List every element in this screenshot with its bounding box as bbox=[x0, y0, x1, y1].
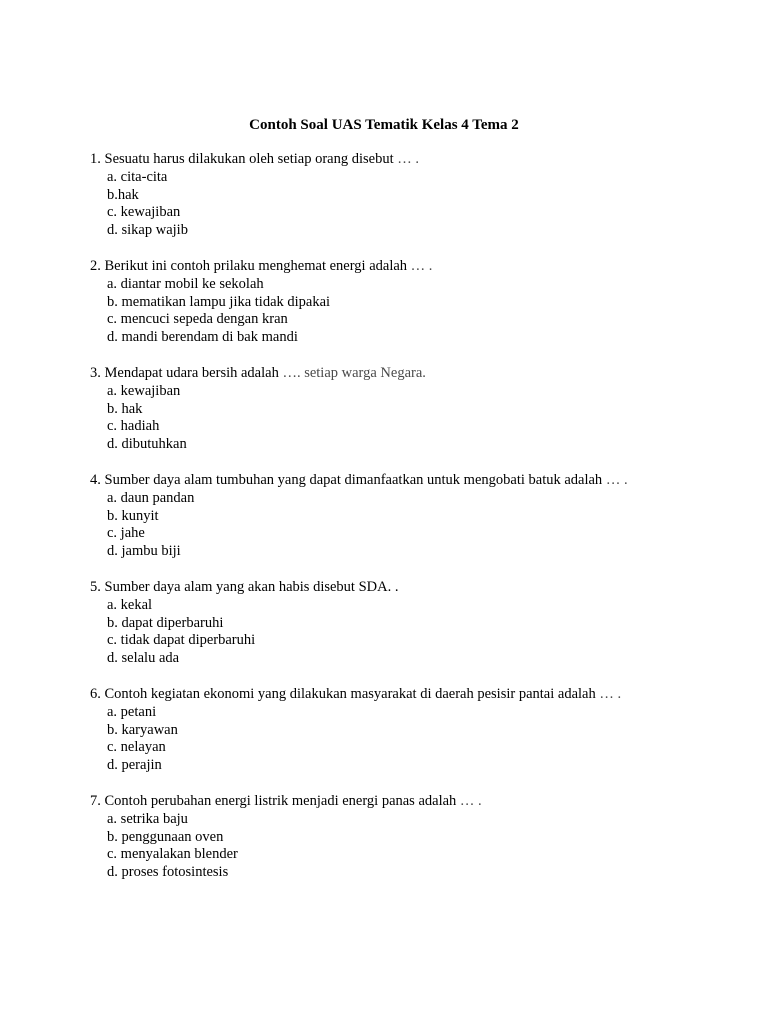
answer-option: a. cita-cita bbox=[107, 168, 168, 185]
document-title: Contoh Soal UAS Tematik Kelas 4 Tema 2 bbox=[249, 117, 519, 133]
answer-option: d. dibutuhkan bbox=[107, 436, 187, 453]
question-text bbox=[90, 472, 750, 490]
question-text bbox=[90, 258, 750, 276]
answer-option: c. mencuci sepeda dengan kran bbox=[107, 311, 288, 328]
question-6 bbox=[90, 686, 750, 775]
question-blank: …. setiap warga Negara. bbox=[278, 364, 426, 381]
question-text bbox=[90, 793, 750, 811]
answer-option: b. mematikan lampu jika tidak dipakai bbox=[107, 293, 331, 310]
answer-option: a. setrika baju bbox=[107, 810, 188, 827]
answer-option: c. kewajiban bbox=[107, 204, 181, 221]
question-text bbox=[90, 579, 750, 597]
question-stem: 7. Contoh perubahan energi listrik menjadi energi panas adalah bbox=[90, 792, 457, 809]
question-4 bbox=[90, 472, 750, 561]
answer-option: c. nelayan bbox=[107, 739, 166, 756]
answer-option: a. daun pandan bbox=[107, 489, 195, 506]
answer-option: a. diantar mobil ke sekolah bbox=[107, 275, 264, 292]
question-3 bbox=[90, 365, 750, 454]
answer-option: b. karyawan bbox=[107, 721, 178, 738]
question-stem: 5. Sumber daya alam yang akan habis disebut SDA. . bbox=[90, 578, 399, 595]
question-5 bbox=[90, 579, 750, 668]
answer-option: a. petani bbox=[107, 703, 157, 720]
question-blank: … . bbox=[456, 792, 482, 809]
question-stem: 3. Mendapat udara bersih adalah bbox=[90, 364, 279, 381]
question-text bbox=[90, 686, 750, 704]
answer-option: d. proses fotosintesis bbox=[107, 864, 229, 881]
question-stem: 6. Contoh kegiatan ekonomi yang dilakukan masyarakat di daerah pesisir pantai adalah bbox=[90, 685, 596, 702]
answer-option: c. hadiah bbox=[107, 418, 160, 435]
answer-option: d. perajin bbox=[107, 757, 162, 774]
question-stem: 4. Sumber daya alam tumbuhan yang dapat dimanfaatkan untuk mengobati batuk adalah bbox=[90, 471, 603, 488]
answer-option: b. dapat diperbaruhi bbox=[107, 614, 224, 631]
question-list bbox=[90, 151, 750, 900]
answer-option: b.hak bbox=[107, 186, 139, 203]
answer-option: a. kewajiban bbox=[107, 382, 181, 399]
answer-option: d. selalu ada bbox=[107, 650, 180, 667]
answer-option: b. kunyit bbox=[107, 507, 159, 524]
question-stem: 2. Berikut ini contoh prilaku menghemat energi adalah bbox=[90, 257, 408, 274]
answer-option: d. mandi berendam di bak mandi bbox=[107, 329, 298, 346]
answer-option: b. hak bbox=[107, 400, 143, 417]
question-blank: … . bbox=[407, 257, 433, 274]
answer-option: c. jahe bbox=[107, 525, 145, 542]
answer-option: c. menyalakan blender bbox=[107, 846, 238, 863]
question-7 bbox=[90, 793, 750, 882]
answer-option: d. jambu biji bbox=[107, 543, 181, 560]
question-text bbox=[90, 151, 750, 169]
question-2 bbox=[90, 258, 750, 347]
answer-option: a. kekal bbox=[107, 596, 153, 613]
question-blank: … . bbox=[602, 471, 628, 488]
question-blank: … . bbox=[393, 151, 420, 167]
answer-option: c. tidak dapat diperbaruhi bbox=[107, 632, 256, 649]
question-text bbox=[90, 365, 750, 383]
answer-option: b. penggunaan oven bbox=[107, 828, 224, 845]
question-blank: … . bbox=[595, 685, 622, 702]
question-stem: 1. Sesuatu harus dilakukan oleh setiap orang disebut bbox=[90, 151, 394, 167]
answer-option: d. sikap wajib bbox=[107, 222, 188, 239]
question-1 bbox=[90, 151, 750, 240]
